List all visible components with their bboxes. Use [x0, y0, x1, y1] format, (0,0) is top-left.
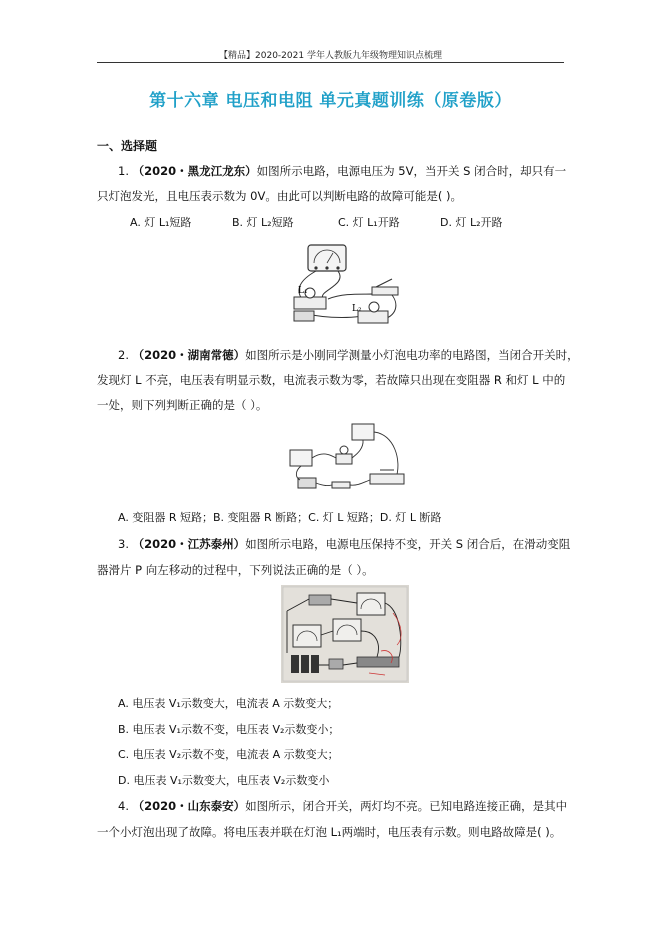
voltmeter-icon [333, 619, 361, 641]
q1-line2: 只灯泡发光，且电压表示数为 0V。由此可以判断电路的故障可能是( )。 [97, 189, 462, 203]
q4-line2: 一个小灯泡出现了故障。将电压表并联在灯泡 L₁两端时，电压表有示数。则电路故障是( )。 [97, 825, 562, 839]
page-header: 【精品】2020-2021 学年人教版九年级物理知识点梳理 [219, 51, 442, 61]
q3-number: 3. [118, 537, 133, 551]
q1-option-b: B. 灯 L₂短路 [232, 216, 294, 229]
q4-source: （2020・山东泰安） [132, 799, 246, 813]
switch-icon [372, 287, 398, 295]
ammeter-icon [352, 424, 374, 440]
q3-text: 如图所示电路，电源电压保持不变，开关 S 闭合后，在滑动变阻 [245, 537, 571, 551]
section-heading: 一、选择题 [97, 139, 158, 153]
battery-icon [294, 311, 314, 321]
q1-text: 如图所示电路，电源电压为 5V，当开关 S 闭合时，却只有一 [256, 164, 567, 178]
q1-circuit-figure [288, 241, 408, 327]
q2-text: 如图所示是小刚同学测量小灯泡电功率的电路图，当闭合开关时， [245, 348, 579, 362]
q2-circuit-figure [284, 420, 414, 500]
header-divider [97, 62, 564, 63]
q1-option-c: C. 灯 L₁开路 [338, 216, 400, 229]
bulb-icon [369, 302, 379, 312]
q2-source: （2020・湖南常德） [132, 348, 246, 362]
q4-text: 如图所示，闭合开关，两灯均不亮。已知电路连接正确，是其中 [245, 799, 568, 813]
bulb-icon [340, 446, 348, 454]
q1-line1 [118, 163, 588, 179]
q2-number: 2. [118, 348, 133, 362]
q2-line2: 发现灯 L 不亮，电压表有明显示数，电流表示数为零，若故障只出现在变阻器 R 和灯 L 中的 [97, 373, 566, 387]
ammeter-icon [293, 625, 321, 647]
label-l1: L₁ [298, 286, 308, 296]
q1-option-d: D. 灯 L₂开路 [440, 216, 503, 229]
chapter-title: 第十六章 电压和电阻 单元真题训练（原卷版） [149, 91, 512, 111]
q1-option-a: A. 灯 L₁短路 [130, 216, 192, 229]
q3-option-d: D. 电压表 V₁示数变大，电压表 V₂示数变小 [118, 774, 330, 787]
q4-number: 4. [118, 799, 133, 813]
q1-number: 1. [118, 164, 133, 178]
q4-line1 [118, 798, 588, 814]
switch-icon [309, 595, 331, 605]
q3-line2: 器滑片 P 向左移动的过程中，下列说法正确的是（ ）。 [97, 563, 374, 577]
q3-line1 [118, 536, 588, 552]
q3-option-a: A. 电压表 V₁示数变大，电流表 A 示数变大； [118, 697, 339, 710]
battery-icon [298, 478, 316, 488]
switch-icon [332, 482, 350, 488]
voltmeter-icon [290, 450, 312, 466]
q2-options: A. 变阻器 R 短路；B. 变阻器 R 断路；C. 灯 L 短路；D. 灯 L 断路 [118, 511, 442, 524]
q3-source: （2020・江苏泰州） [132, 537, 246, 551]
q3-option-c: C. 电压表 V₂示数不变，电流表 A 示数变大； [118, 748, 339, 761]
q3-option-b: B. 电压表 V₁示数不变，电压表 V₂示数变小； [118, 723, 340, 736]
q2-line1 [118, 347, 588, 363]
voltmeter-icon [357, 593, 385, 615]
q3-circuit-photo [281, 585, 409, 683]
label-l2: L₂ [352, 304, 362, 314]
rheostat-icon [370, 474, 404, 484]
q1-source: （2020・黑龙江龙东） [132, 164, 257, 178]
q2-line3: 一处，则下列判断正确的是（ ）。 [97, 398, 268, 412]
